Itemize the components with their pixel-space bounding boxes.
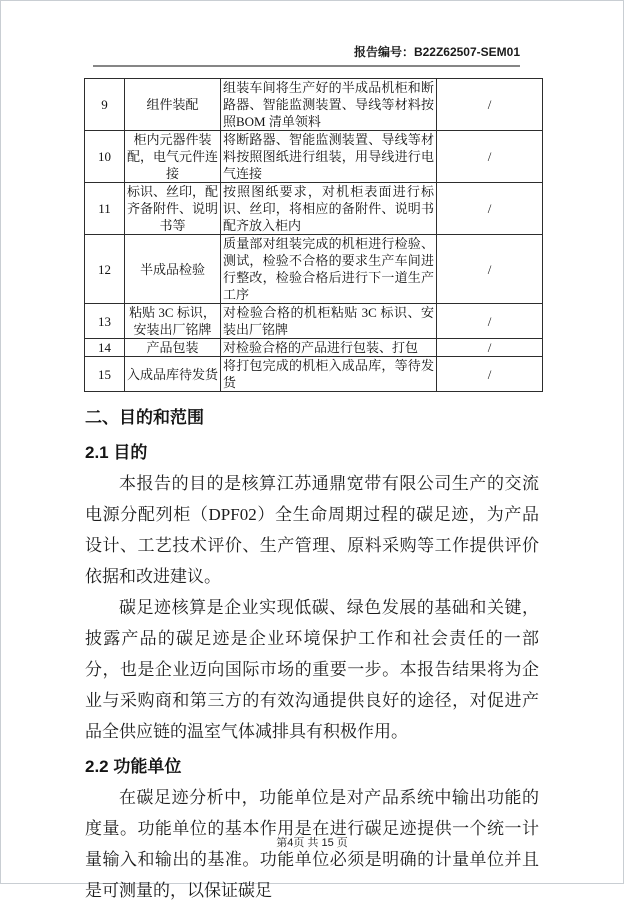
table-row — [85, 304, 543, 339]
row-number-cell: 13 — [85, 304, 125, 339]
table-row — [85, 131, 543, 183]
process-name-cell: 柜内元器件装配，电气元件连接 — [125, 131, 221, 183]
section-heading-purpose-and-scope: 二、目的和范围 — [85, 408, 204, 427]
row-number-cell: 11 — [85, 183, 125, 235]
table-row — [85, 357, 543, 392]
value-cell: / — [437, 235, 543, 304]
description-cell: 将断路器、智能监测装置、导线等材料按照图纸进行组装，用导线进行电气连接 — [221, 131, 437, 183]
description-cell: 质量部对组装完成的机柜进行检验、测试，检验不合格的要求生产车间进行整改，检验合格后进行下一道生产工序 — [221, 235, 437, 304]
process-name-cell: 半成品检验 — [125, 235, 221, 304]
description-cell: 按照图纸要求，对机柜表面进行标识、丝印，将相应的备附件、说明书配齐放入柜内 — [221, 183, 437, 235]
description-cell: 将打包完成的机柜入成品库，等待发货 — [221, 357, 437, 392]
description-cell: 对检验合格的产品进行包装、打包 — [221, 339, 437, 357]
value-cell: / — [437, 79, 543, 131]
table-row — [85, 79, 543, 131]
description-cell: 对检验合格的机柜粘贴 3C 标识、安装出厂铭牌 — [221, 304, 437, 339]
row-number-cell: 9 — [85, 79, 125, 131]
process-name-cell: 组件装配 — [125, 79, 221, 131]
value-cell: / — [437, 357, 543, 392]
process-name-cell: 标识、丝印，配齐备附件、说明书等 — [125, 183, 221, 235]
row-number-cell: 15 — [85, 357, 125, 392]
row-number-cell: 10 — [85, 131, 125, 183]
production-process-table — [84, 78, 543, 392]
page-number: 第4页 共 15 页 — [276, 837, 348, 849]
table-row — [85, 339, 543, 357]
subsection-heading-2-1-purpose: 2.1 目的 — [85, 443, 148, 462]
paragraph-purpose-2: 碳足迹核算是企业实现低碳、绿色发展的基础和关键，披露产品的碳足迹是企业环境保护工作和社会责任的一部分，也是企业迈向国际市场的重要一步。本报告结果将为企业与采购商和第三方的有效沟通提供良好的途径，对促进产品全供应链的温室气体减排具有积极作用。 — [85, 598, 539, 741]
value-cell: / — [437, 339, 543, 357]
value-cell: / — [437, 131, 543, 183]
value-cell: / — [437, 304, 543, 339]
table-row — [85, 235, 543, 304]
table-row — [85, 183, 543, 235]
row-number-cell: 12 — [85, 235, 125, 304]
report-number: 报告编号：B22Z62507-SEM01 — [93, 43, 520, 67]
value-cell: / — [437, 183, 543, 235]
process-name-cell: 产品包装 — [125, 339, 221, 357]
row-number-cell: 14 — [85, 339, 125, 357]
subsection-heading-2-2-functional-unit: 2.2 功能单位 — [85, 757, 182, 776]
process-name-cell: 入成品库待发货 — [125, 357, 221, 392]
process-name-cell: 粘贴 3C 标识，安装出厂铭牌 — [125, 304, 221, 339]
description-cell: 组装车间将生产好的半成品机柜和断路器、智能监测装置、导线等材料按照BOM 清单领料 — [221, 79, 437, 131]
paragraph-purpose-1: 本报告的目的是核算江苏通鼎宽带有限公司生产的交流电源分配列柜（DPF02）全生命周期过程的碳足迹，为产品设计、工艺技术评价、生产管理、原料采购等工作提供评价依据和改进建议。 — [85, 474, 539, 586]
paragraph-functional-unit-1: 在碳足迹分析中，功能单位是对产品系统中输出功能的度量。功能单位的基本作用是在进行碳足迹提供一个统一计量输入和输出的基准。功能单位必须是明确的计量单位并且是可测量的，以保证碳足 — [85, 788, 539, 900]
